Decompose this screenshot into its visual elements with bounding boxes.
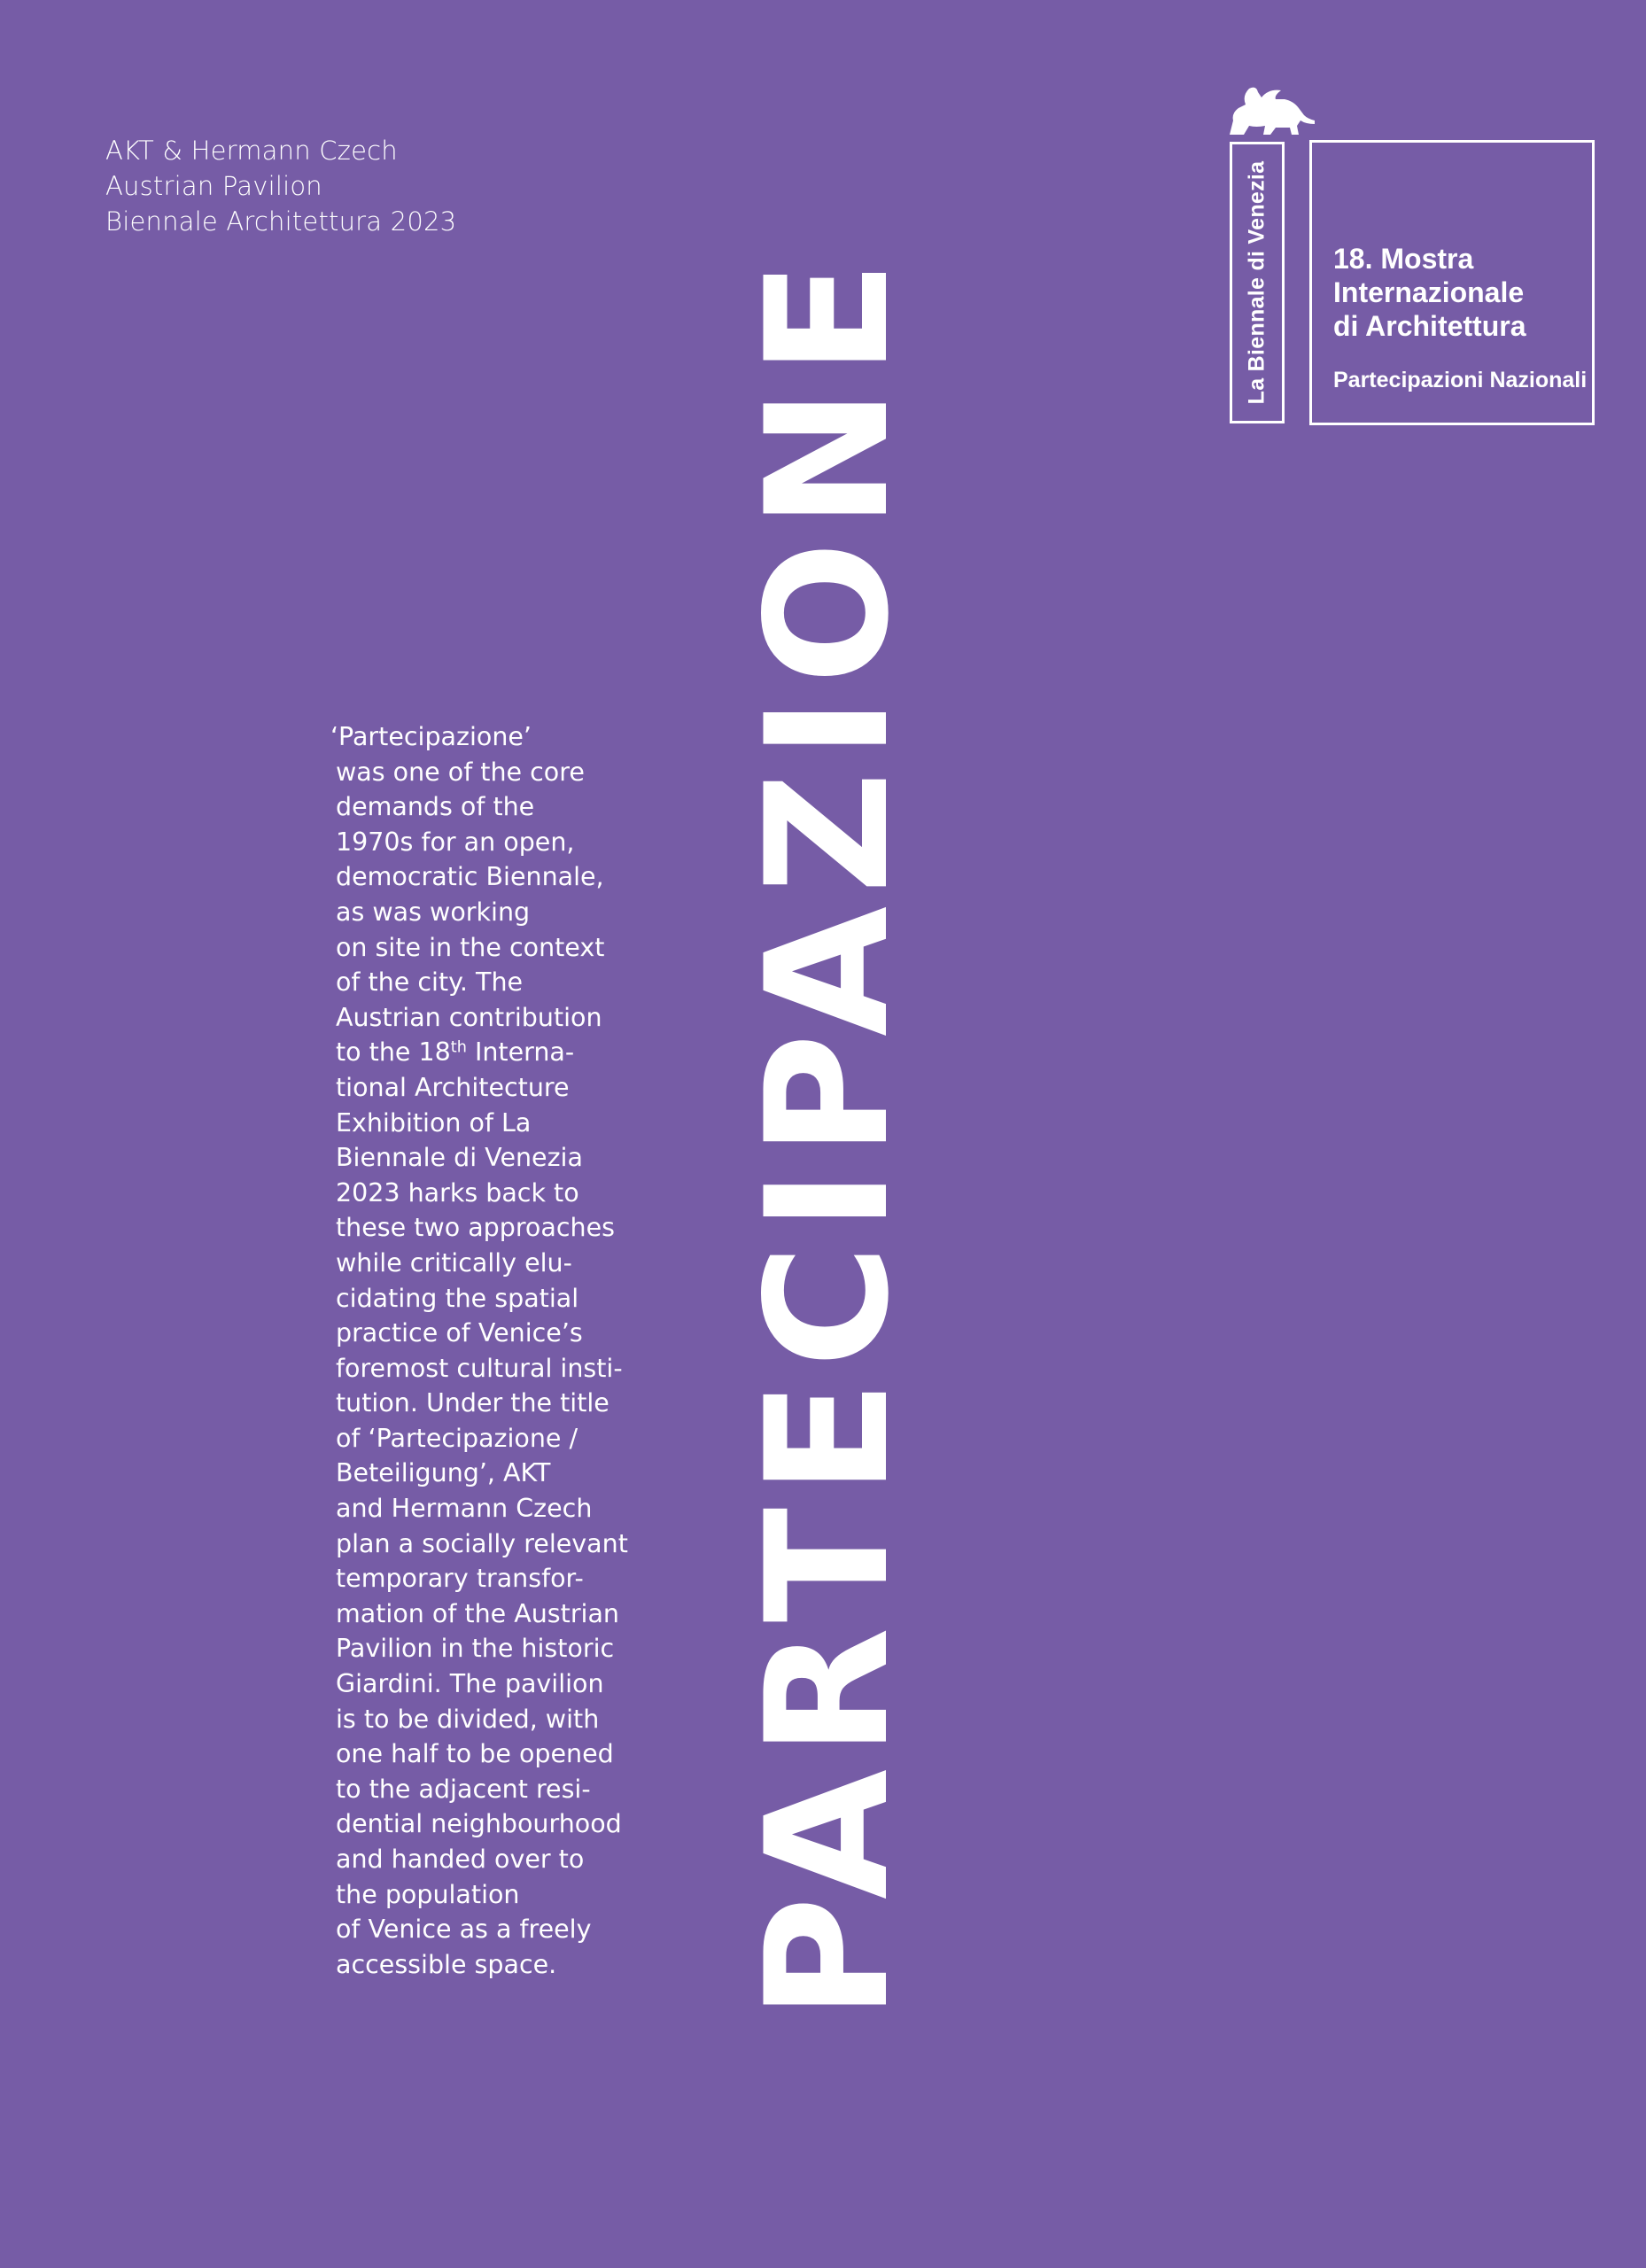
exhibition-title — [1333, 242, 1526, 343]
vertical-title: PARTECIPAZIONE — [730, 248, 926, 2020]
body-line: of ‘Partecipazione / — [336, 1423, 578, 1453]
body-line: Giardini. The pavilion — [336, 1669, 604, 1699]
biennale-name: La Biennale di Venezia — [1244, 160, 1269, 405]
body-line: ‘Partecipazione’ — [330, 722, 532, 751]
body-line: to the adjacent resi- — [336, 1774, 591, 1804]
body-line: tution. Under the title — [336, 1388, 609, 1418]
body-line: of the city. The — [336, 967, 524, 998]
body-line: while critically elu- — [336, 1247, 572, 1278]
body-line: 2023 harks back to — [336, 1177, 579, 1208]
body-line: one half to be opened — [336, 1739, 614, 1769]
credits-block — [105, 133, 456, 239]
body-line: on site in the context — [336, 932, 605, 962]
body-line-part: to the 18 — [336, 1037, 451, 1068]
body-line: these two approaches — [336, 1213, 615, 1243]
credits-event: Biennale Architettura 2023 — [105, 206, 457, 237]
ordinal-suffix: th — [450, 1038, 467, 1057]
body-line: the population — [336, 1879, 520, 1909]
body-line: tional Architecture — [336, 1072, 570, 1102]
body-line: dential neighbourhood — [336, 1809, 622, 1839]
winged-lion-icon — [1223, 80, 1320, 144]
body-line: temporary transfor- — [336, 1564, 584, 1594]
body-line: is to be divided, with — [336, 1704, 600, 1734]
body-line: practice of Venice’s — [336, 1318, 583, 1348]
body-line: of Venice as a freely — [336, 1915, 592, 1945]
body-line-part: Interna- — [466, 1037, 575, 1068]
body-line: and Hermann Czech — [336, 1494, 593, 1524]
body-line: plan a socially relevant — [336, 1528, 628, 1558]
biennale-logo — [1223, 80, 1595, 434]
body-line: accessible space. — [336, 1949, 557, 1979]
exhibition-box — [1309, 140, 1595, 425]
body-line: Pavilion in the historic — [336, 1634, 615, 1664]
body-line: demands of the — [336, 792, 535, 822]
body-line: Biennale di Venezia — [336, 1143, 583, 1173]
credits-artists: AKT & Hermann Czech — [105, 136, 398, 166]
body-line: foremost cultural insti- — [336, 1353, 623, 1383]
body-line: Austrian contribution — [336, 1002, 602, 1032]
body-paragraph — [330, 719, 637, 1982]
body-line: Exhibition of La — [336, 1107, 532, 1138]
body-line: as was working — [336, 897, 531, 927]
body-line: and handed over to — [336, 1845, 585, 1874]
body-line: Beteiligung’, AKT — [336, 1458, 551, 1488]
body-line: 1970s for an open, — [336, 827, 575, 857]
body-line: mation of the Austrian — [336, 1598, 619, 1628]
exhibition-title-line: di Architettura — [1333, 310, 1526, 342]
exhibition-title-line: 18. Mostra — [1333, 243, 1474, 275]
credits-pavilion: Austrian Pavilion — [105, 171, 322, 201]
body-line: democratic Biennale, — [336, 862, 604, 892]
exhibition-title-line: Internazionale — [1333, 276, 1525, 308]
vertical-label-box — [1230, 142, 1285, 423]
body-line: was one of the core — [336, 757, 585, 787]
body-line: cidating the spatial — [336, 1283, 579, 1313]
body-line — [336, 1035, 637, 1070]
exhibition-subtitle: Partecipazioni Nazionali — [1333, 368, 1588, 392]
